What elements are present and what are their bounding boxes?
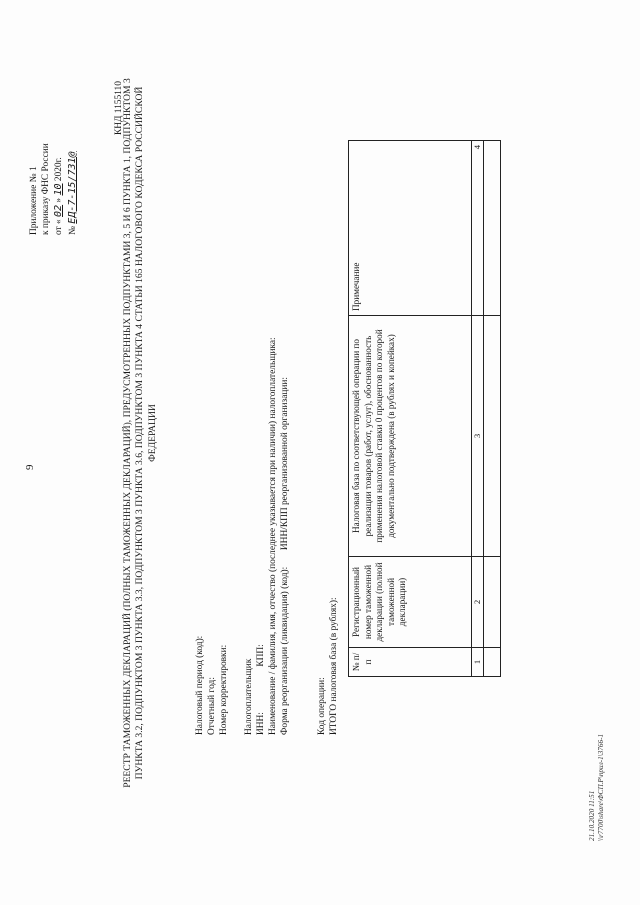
field-reorg-form: Форма реорганизации (ликвидация) (код): bbox=[280, 566, 291, 735]
date-month: 10 bbox=[53, 182, 65, 196]
table-header-row bbox=[349, 140, 472, 676]
header-declaration-number: Регистрационный номер таможенной декларации (полной таможенной декларации) bbox=[349, 556, 472, 647]
field-kpp: КПП: bbox=[255, 643, 266, 667]
column-number-4: 4 bbox=[472, 140, 484, 315]
appendix-number-line bbox=[66, 143, 79, 235]
stamp-line-1: 21.10.2020 11:51 bbox=[588, 790, 596, 841]
number-prefix: № bbox=[67, 225, 78, 235]
order-number: ЕД-7-15/731@ bbox=[66, 150, 78, 224]
date-mid: » bbox=[54, 197, 65, 203]
stamp-line-2: \\r7700\share\ФСП.Р\прил-1\3766-1 bbox=[597, 733, 605, 841]
field-inn-kpp-row bbox=[255, 337, 267, 735]
table-cell bbox=[483, 315, 500, 556]
header-row-number: № п/п bbox=[349, 647, 472, 676]
table-column-numbers-row bbox=[472, 140, 484, 676]
spacer bbox=[304, 337, 316, 735]
print-stamp bbox=[588, 733, 606, 840]
spacer bbox=[231, 337, 243, 735]
field-tax-period: Налоговый период (код): bbox=[195, 635, 205, 735]
appendix-block bbox=[28, 143, 79, 235]
appendix-date-line bbox=[52, 143, 65, 235]
document-title: РЕЕСТР ТАМОЖЕННЫХ ДЕКЛАРАЦИЙ (ПОЛНЫХ ТАМОЖЕННЫХ ДЕКЛАРАЦИЙ), ПРЕДУСМОТРЕННЫХ ПОДПУНКТАМИ 3, 5 И 6 ПУНКТА 1, ПОДПУНКТОМ 3 ПУНКТА 3.2, ПОДПУНКТОМ 3 ПУНКТА 3.3, ПОДПУНКТОМ 3 ПУНКТА 3.6, ПОДПУНКТОМ 3 ПУНКТА 4 СТАТЬИ 165 НАЛОГОВОГО КОДЕКСА РОССИЙСКОЙ ФЕДЕРАЦИИ bbox=[122, 77, 158, 788]
field-correction-number: Номер корректировки: bbox=[219, 644, 230, 735]
field-taxpayer: Налогоплательщик bbox=[243, 658, 254, 735]
column-number-1: 1 bbox=[472, 647, 484, 676]
date-prefix: от « bbox=[54, 218, 65, 235]
field-taxpayer-name: Наименование / фамилия, имя, отчество (последнее указывается при наличии) налогоплательщика: bbox=[268, 336, 279, 735]
knd-code: КНД 1155110 bbox=[114, 80, 124, 135]
field-inn: ИНН: bbox=[255, 711, 266, 735]
date-year: 2020г. bbox=[54, 156, 65, 181]
column-number-3: 3 bbox=[472, 315, 484, 556]
table-cell bbox=[483, 556, 500, 647]
header-note: Примечание bbox=[349, 140, 472, 315]
page-number: 9 bbox=[24, 464, 36, 470]
field-reorg-row bbox=[279, 337, 291, 735]
appendix-line-1: Приложение № 1 bbox=[29, 165, 39, 235]
spacer bbox=[292, 337, 304, 735]
appendix-line-2: к приказу ФНС России bbox=[41, 142, 52, 235]
column-number-2: 2 bbox=[472, 556, 484, 647]
field-reorg-inn-kpp: ИНН/КПП реорганизованной организации: bbox=[280, 376, 291, 550]
form-fields bbox=[194, 337, 340, 735]
field-reporting-year: Отчетный год: bbox=[207, 676, 218, 735]
registry-table bbox=[348, 140, 501, 677]
table-cell bbox=[483, 140, 500, 315]
header-tax-base: Налоговая база по соответствующей операции по реализации товаров (работ, услуг), обоснованность применения налоговой ставки 0 процентов по которой документально подтверждена (в рублях и копейках) bbox=[349, 315, 472, 556]
field-total-base: ИТОГО налоговая база (в рублях): bbox=[328, 596, 339, 735]
date-day: 02 bbox=[53, 204, 65, 217]
table-cell bbox=[483, 647, 500, 676]
rotated-landscape-content bbox=[0, 3, 640, 903]
table-row bbox=[483, 140, 500, 676]
field-operation-code: Код операции: bbox=[316, 676, 327, 735]
